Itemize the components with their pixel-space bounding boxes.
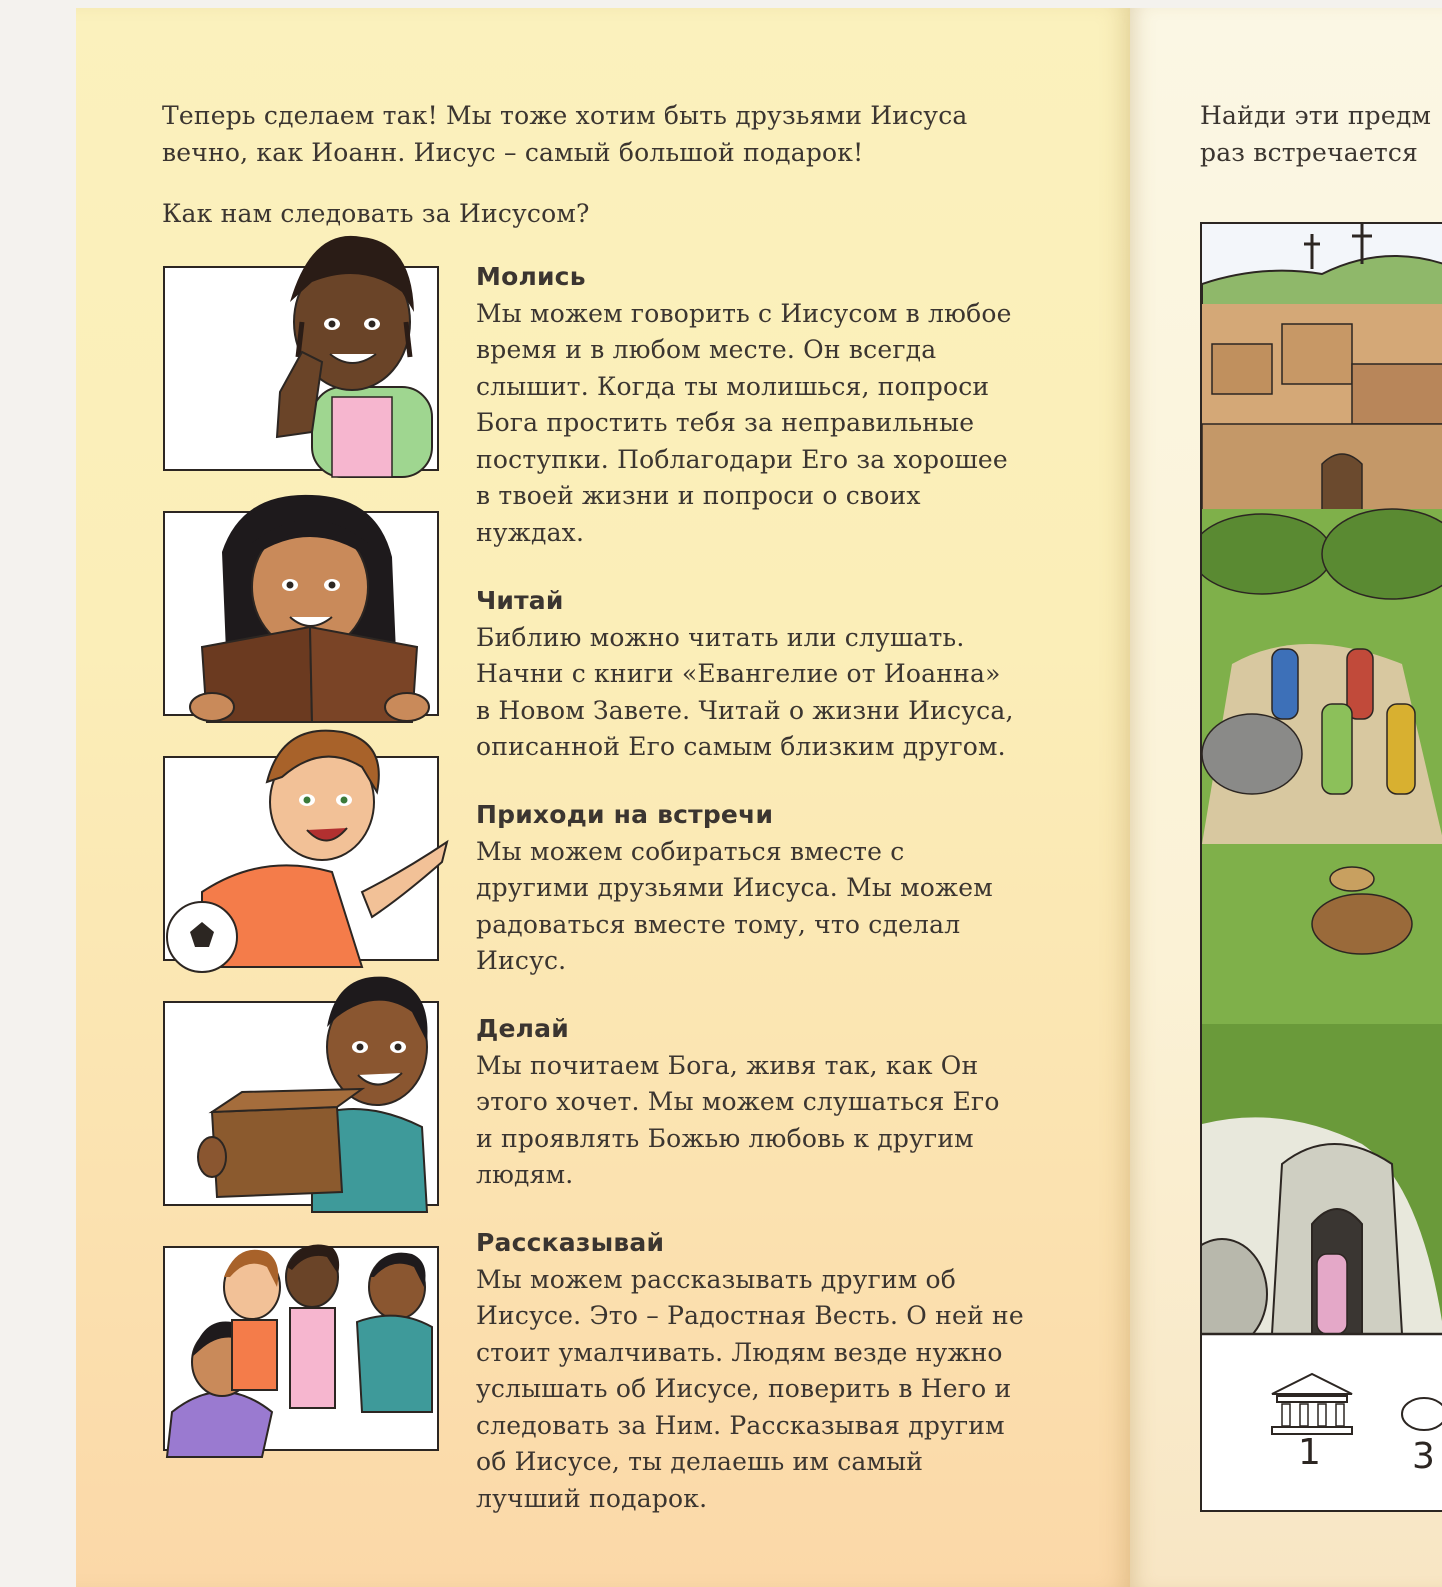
right-line-1: Найди эти предм <box>1200 101 1432 130</box>
section-tell <box>476 1225 1024 1517</box>
reading-girl-illustration <box>163 511 439 716</box>
section-heading: Читай <box>476 586 564 615</box>
section-read <box>476 583 1014 766</box>
section-meet <box>476 797 993 980</box>
section-heading: Приходи на встречи <box>476 800 774 829</box>
section-body: Мы почитаем Бога, живя так, как Он этого хочет. Мы можем слушаться Его и проявлять Божью любовь к другим людям. <box>476 1050 1000 1189</box>
question-text: Как нам следовать за Иисусом? <box>162 199 590 228</box>
section-body: Библию можно читать или слушать. Начни с книги «Евангелие от Иоанна» в Новом Завете. Читай о жизни Иисуса, описанной Его самым близким другом. <box>476 622 1014 761</box>
intro-line-2: вечно, как Иоанн. Иисус – самый большой подарок! <box>162 137 864 167</box>
right-page-text <box>1200 98 1442 171</box>
section-body: Мы можем говорить с Иисусом в любое время и в любом месте. Он всегда слышит. Когда ты молишься, попроси Бога простить тебя за неправильные поступки. Поблагодари Его за хорошее в твоей жизни и попроси о своих нуждах. <box>476 298 1012 547</box>
section-body: Мы можем собираться вместе с другими друзьями Иисуса. Мы можем радоваться вместе тому, что сделал Иисус. <box>476 836 993 975</box>
section-heading: Делай <box>476 1014 569 1043</box>
section-do <box>476 1011 1000 1194</box>
right-line-2: раз встречается <box>1200 137 1419 167</box>
search-scene-illustration <box>1200 222 1442 1512</box>
intro-line-1: Теперь сделаем так! Мы тоже хотим быть друзьями Иисуса <box>162 101 968 130</box>
boy-with-box-illustration <box>163 1001 439 1206</box>
section-pray <box>476 259 1012 551</box>
legend-number-1: 1 <box>1298 1432 1321 1473</box>
section-heading: Молись <box>476 262 586 291</box>
praying-girl-illustration <box>163 266 439 471</box>
intro-text <box>162 98 968 171</box>
section-heading: Рассказывай <box>476 1228 665 1257</box>
boy-with-ball-illustration <box>163 756 439 961</box>
section-body: Мы можем рассказывать другим об Иисусе. Это – Радостная Весть. О ней не стоит умалчивать. Людям везде нужно услышать об Иисусе, поверить в Него и следовать за Ним. Рассказывая другим об Иисусе, ты делаешь им самый лучший подарок. <box>476 1264 1024 1513</box>
friends-group-illustration <box>163 1246 439 1451</box>
legend-number-3: 3 <box>1412 1436 1435 1477</box>
